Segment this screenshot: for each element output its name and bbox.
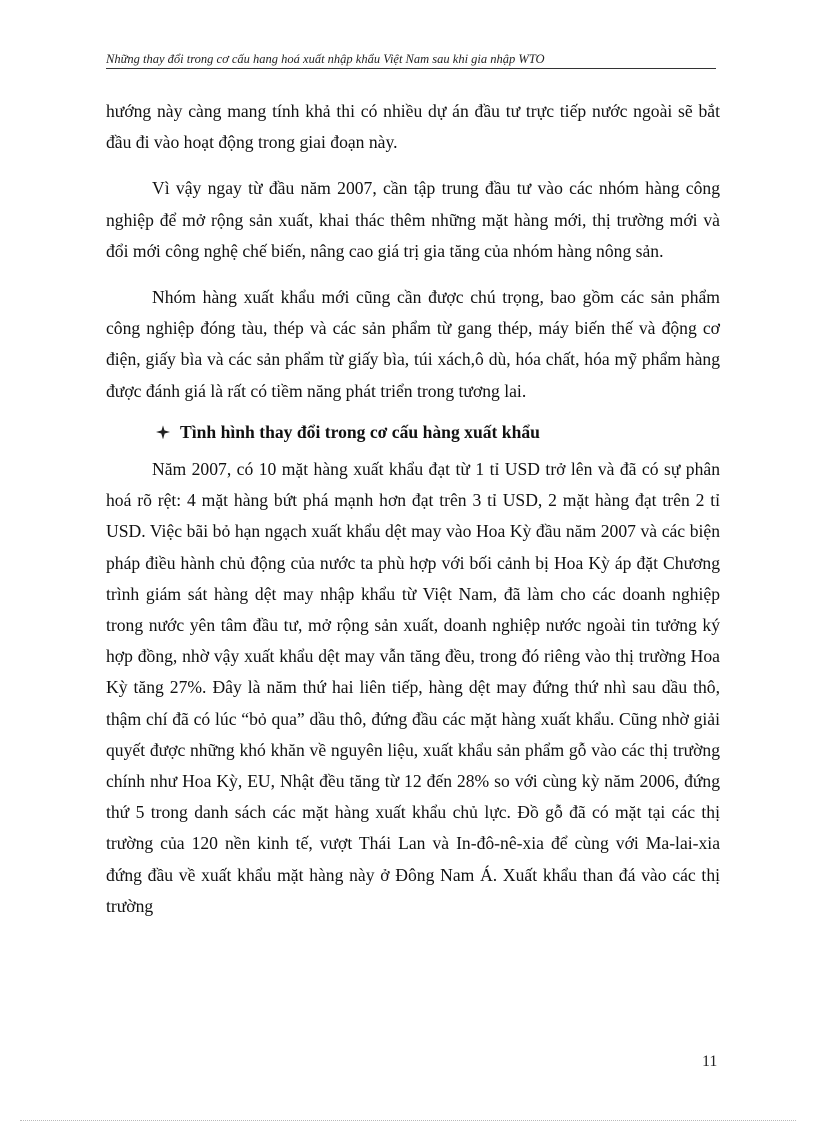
section-heading bbox=[106, 417, 720, 448]
page-number: 11 bbox=[702, 1053, 718, 1070]
running-header: Những thay đổi trong cơ cấu hang hoá xuất nhập khẩu Việt Nam sau khi gia nhập WTO bbox=[106, 52, 716, 69]
section-heading-text: Tình hình thay đổi trong cơ cấu hàng xuất khẩu bbox=[180, 421, 540, 442]
paragraph-4: Năm 2007, có 10 mặt hàng xuất khẩu đạt từ 1 tỉ USD trở lên và đã có sự phân hoá rõ rệt: 4 mặt hàng bứt phá mạnh hơn đạt trên 3 tỉ USD, 2 mặt hàng đạt trên 2 tỉ USD. Việc bãi bỏ hạn ngạch xuất khẩu dệt may vào Hoa Kỳ đầu năm 2007 và các biện pháp điều hành chủ động của nước ta phù hợp với bối cảnh bị Hoa Kỳ áp đặt Chương trình giám sát hàng dệt may nhập khẩu từ Việt Nam, đã làm cho các doanh nghiệp trong nước yên tâm đầu tư, mở rộng sản xuất, doanh nghiệp nước ngoài tin tưởng ký hợp đồng, nhờ vậy xuất khẩu dệt may vẫn tăng đều, trong đó riêng vào thị trường Hoa Kỳ tăng 27%. Đây là năm thứ hai liên tiếp, hàng dệt may đứng thứ nhì sau dầu thô, thậm chí đã có lúc “bỏ qua” dầu thô, đứng đầu các mặt hàng xuất khẩu. Cũng nhờ giải quyết được những khó khăn về nguyên liệu, xuất khẩu sản phẩm gỗ vào các thị trường chính như Hoa Kỳ, EU, Nhật đều tăng từ 12 đến 28% so với cùng kỳ năm 2006, đứng thứ 5 trong danh sách các mặt hàng xuất khẩu chủ lực. Đồ gỗ đã có mặt tại các thị trường của 120 nền kinh tế, vượt Thái Lan và In-đô-nê-xia để cùng với Ma-lai-xia đứng đầu về xuất khẩu mặt hàng này ở Đông Nam Á. Xuất khẩu than đá vào các thị trường bbox=[106, 459, 720, 916]
paragraph-2: Vì vậy ngay từ đầu năm 2007, cần tập trung đầu tư vào các nhóm hàng công nghiệp để mở rộng sản xuất, khai thác thêm những mặt hàng mới, thị trường mới và đổi mới công nghệ chế biến, nâng cao giá trị gia tăng của nhóm hàng nông sản. bbox=[106, 178, 720, 261]
page-bottom-rule bbox=[20, 1120, 796, 1121]
paragraph-1: hướng này càng mang tính khả thi có nhiều dự án đầu tư trực tiếp nước ngoài sẽ bắt đầu đi vào hoạt động trong giai đoạn này. bbox=[106, 101, 720, 153]
diamond-bullet-icon bbox=[156, 425, 170, 439]
body-text bbox=[106, 96, 720, 922]
paragraph-3: Nhóm hàng xuất khẩu mới cũng cần được chú trọng, bao gồm các sản phẩm công nghiệp đóng tàu, thép và các sản phẩm từ gang thép, máy biến thế và động cơ điện, giấy bìa và các sản phẩm từ giấy bìa, túi xách,ô dù, hóa chất, hóa mỹ phẩm hàng được đánh giá là rất có tiềm năng phát triển trong tương lai. bbox=[106, 287, 720, 401]
